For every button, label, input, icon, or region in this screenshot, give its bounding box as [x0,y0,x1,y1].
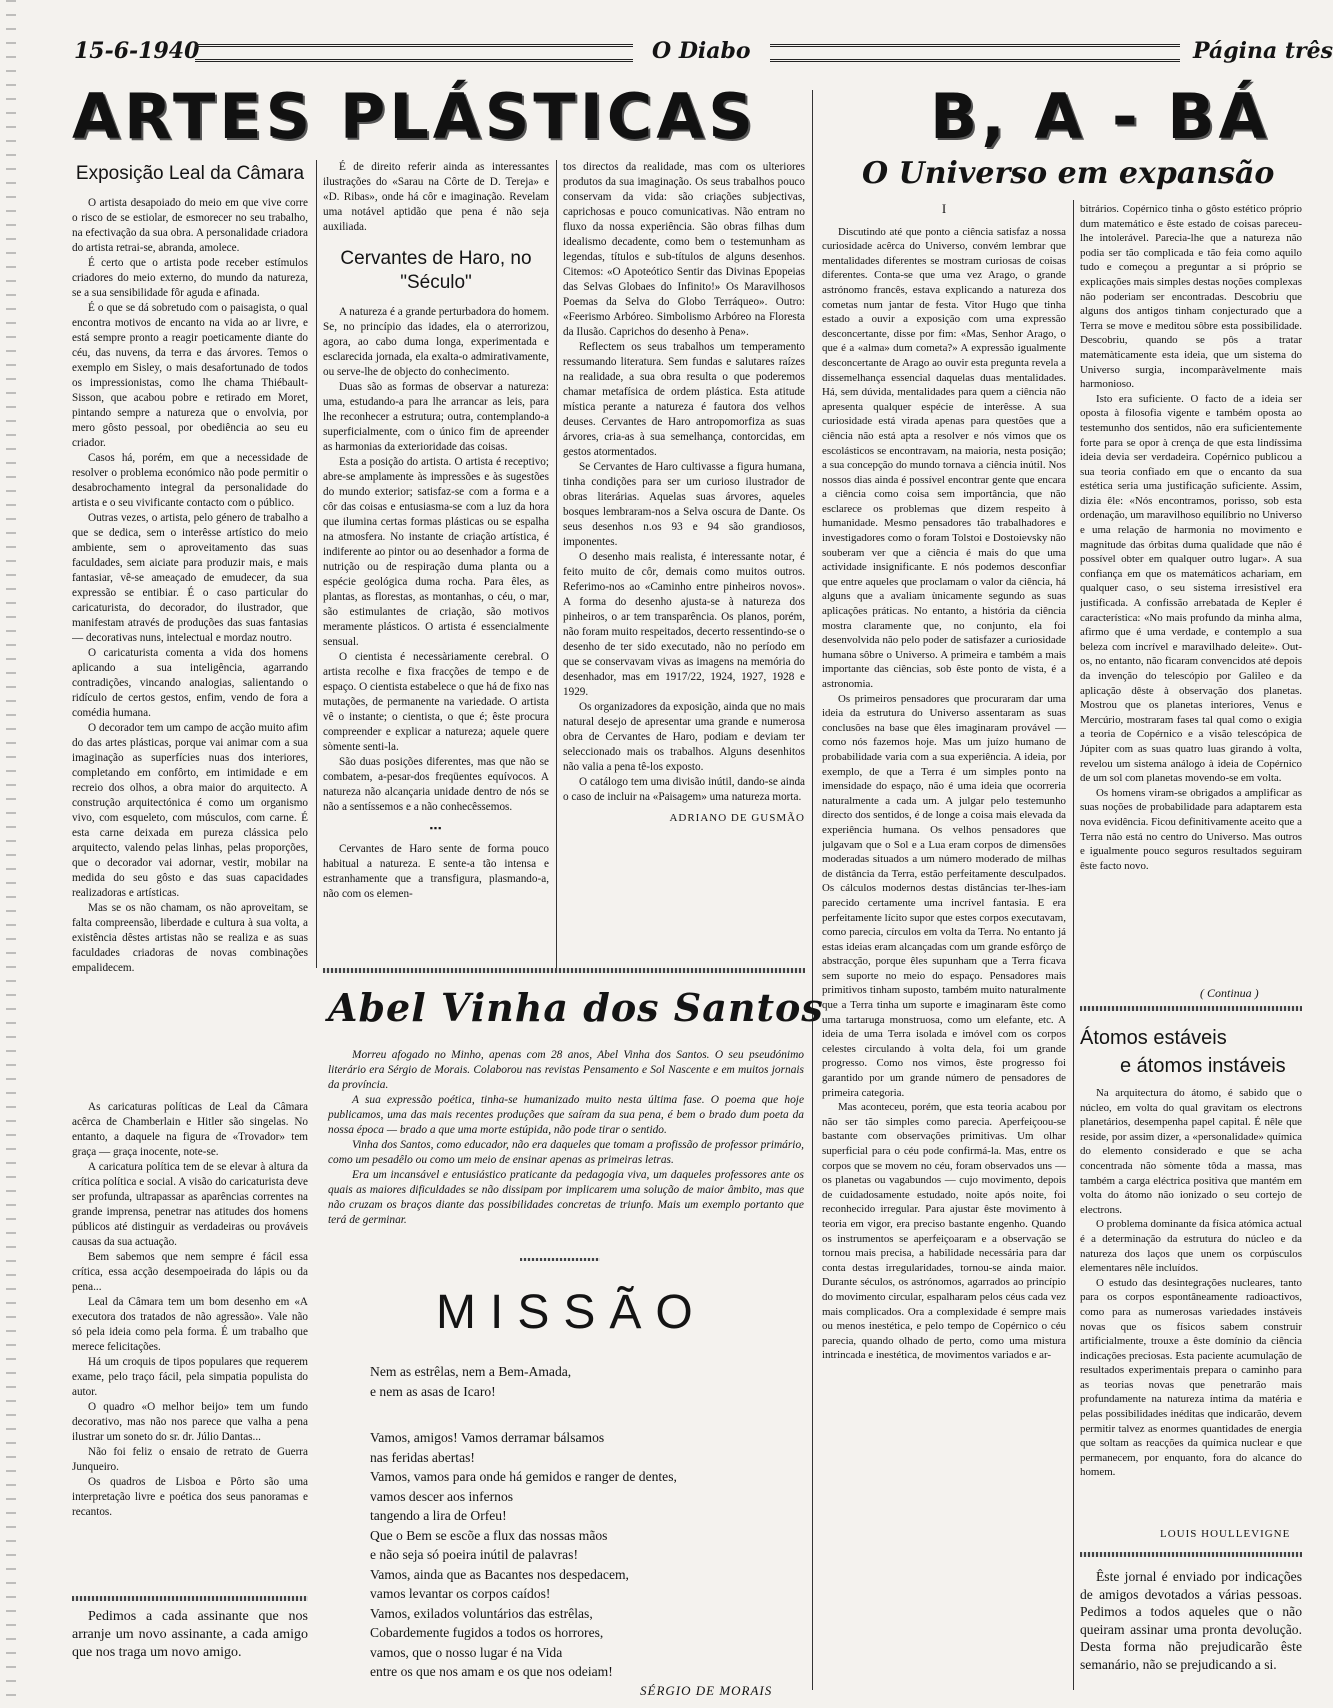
paragraph: O quadro «O melhor beijo» tem um fundo decorativo, mas não nos parece que valha a pena ilustrar um soneto do sr. dr. Júlio Dantas... [72,1401,308,1443]
paragraph: bitrários. Copérnico tinha o gôsto estético próprio dum matemático e êste estado de coisas pareceu-lhe intolerável. Parecia-lhe que a natureza não podia ser tão complicada e tão feia como aquilo tudo e começou a preguntar a si próprio se explicações mais simples destas noções complexas não poderiam ser encontradas. Descobriu que alguns dos antigos tinham conjecturado que a Terra se move e meditou sôbre esta possibilidade. Descobriu, quando se pôs a tratar matemàticamente esta ideia, que um sistema do Universo surgia, incomparàvelmente mais harmonioso. [1080,203,1302,391]
paragraph: Os primeiros pensadores que procuraram dar uma ideia da estrutura do Universo assentaram as suas conclusões na base que êles imaginaram provável — como nós fazemos hoje. Mas um juízo humano de probabilidade varia com a sua experiência. A ideia, por exemplo, de que a Terra é um simples ponto na imensidade do espaço, não é uma ideia que ocorreria naturalmente a cada um. A julgar pelo testemunho directo dos sentidos, é de longe a coisa mais elevada da experiência humana. Os velhos pensadores que julgavam que o Sol e a Lua eram corpos de dimensões moderadas situados a um número moderado de milhas de distância da Terra, estão perfeitamente desculpados. Os cálculos modernos destas distâncias ter-lhes-iam parecido certamente uma incrível fantasia. E era perfeitamente lícito supor que estes corpos executavam, como parecia, círculos em volta da Terra. No entanto já estas ideias eram alcançadas com um grande esfôrço de abstracção, porque êles supunham que a Terra ficava sem suporte no meio do espaço. Pensadores mais primitivos tinham suposto, também muito naturalmente que a Terra tinha um suporte e imaginaram êste como uma tartaruga monstruosa, como um elefante, etc. A ideia de uma Terra isolada e imóvel com os corpos celestes circulando à volta dela, foi um grande progresso. Como nos vimos, êste progresso foi garantido por um grande número de pensadores de primeira categoria. [822,692,1066,1099]
paragraph: O artista desapoiado do meio em que vive corre o risco de se estiolar, de esmorecer no seu trabalho, na efectivação da sua obra. A personalidade criadora do artista retrai-se, abranda, amolece. [72,197,308,254]
separator-band [1080,1006,1302,1011]
paragraph: Há um croquis de tipos populares que requerem exame, pelo traço fácil, pela simpatia populista do autor. [72,1356,308,1398]
divider [1073,200,1074,1690]
header-rule-right [770,44,1180,62]
separator-band [72,1596,308,1601]
notice-text: Pedimos a cada assinante que nos arranje um novo assinante, a cada amigo que nos traga um novo amigo. [72,1609,308,1660]
divider [556,160,557,968]
paragraph: É certo que o artista pode receber estímulos criadores do meio externo, do mundo da natureza, se a sua sensibilidade fôr aguda e afinada. [72,257,308,299]
paragraph: As caricaturas políticas de Leal da Câmara acêrca de Chamberlain e Hitler são singelas. No entanto, a daquele na figura de «Trovador» tem graça — graça inocente, note-se. [72,1101,308,1158]
paragraph: O estudo das desintegrações nucleares, tanto para os corpos espontâneamente radioactivos, como para as numerosas variedades instáveis novas que os físicos sabem construir artificialmente, trouxe a êste domínio da ciência indicações preciosas. Esta paciente acumulação de resultados experimentais prepara o caminho para as teorias novas que penetrarão mais profundamente na natureza íntima da matéria e pelas possibilidades inéditas que indicarão, devem permitir talvez as enormes quantidades de energia que soltam as reacções da química nuclear e que permanecem, por enquanto, fora do alcance do homem. [1080,1276,1302,1479]
paragraph: A caricatura política tem de se elevar à altura da crítica política e social. A visão do caricaturista deve ser profunda, ultrapassar as aparências correntes na grande imprensa, penetrar nas atitudes dos homens públicos até distinguir as verdadeiras ou prováveis causas da sua actuação. [72,1161,308,1248]
poem-line: vamos descer aos infernos [370,1488,514,1504]
paragraph: Leal da Câmara tem um bom desenho em «A executora dos tratados de não agressão». Vale não só pela ideia como pela forma. É um trabalho que merece felicitações. [72,1296,308,1353]
paragraph: Duas são as formas de observar a natureza: uma, estudando-a para lhe arrancar as leis, para lhe reconhecer a estrutura; outra, contemplando-a superficialmente, com o único fim de apreender as harmonias da exterioridade das coisas. [323,381,549,453]
missao-author: SÉRGIO DE MORAIS [640,1683,773,1698]
paragraph: Não foi feliz o ensaio de retrato de Guerra Junqueiro. [72,1446,308,1473]
paragraph: A natureza é a grande perturbadora do homem. Se, no princípio das idades, ela o aterrorizou, agora, ao cabo duma longa, experimentada e esclarecida jornada, ela exalta-o admirativamente, ou serve-lhe de objecto do conhecimento. [323,306,549,378]
paragraph: Isto era suficiente. O facto de a ideia ser oposta à filosofia vigente e também oposta ao testemunho dos sentidos, não era suficientemente forte para se opor à crença de que esta lindíssima ideia devia ser verdadeira. Copérnico publicou a sua teoria confiado em que o encanto da sua estética seria uma justificação suficiente. Assim, dizia êle: «Nós encontramos, porisso, sob esta ordenação, um maravilhoso equilíbrio no Universo e uma relação de harmonia no movimento e magnitude das órbitas duma qualidade que não é possível obter em qualquer outro lugar». A sua confiança em que os matemáticos achariam, em qualquer caso, o seu sistema irresistível era justificada. A confissão arrebatada de Kepler é característica: «No mais profundo da minha alma, afirmo que é uma verdade, e contemplo a sua beleza com incrível e maravilhado deleite». Out-os, no entanto, não ficaram convencidos até depois da invenção do telescópio por Galileo e da aplicação dêste à observação dos planetas. Mostrou que os planetas interiores, Venus e Mercúrio, mostraram fases tal qual como o exigia a teoria de Copérnico e a visão telescópica de Júpiter com as suas quatro luas girando à volta, revelou um sistema análogo à ideia de Copérnico de um sol com planetas movendo-se em volta. [1080,392,1302,785]
abel-title: Abel Vinha dos Santos [328,985,824,1030]
paragraph: Bem sabemos que nem sempre é fácil essa crítica, essa acção desempoeirada do lápis ou da pena... [72,1251,308,1293]
paragraph: Cervantes de Haro sente de forma pouco habitual a natureza. E sente-a tão intensa e estranhamente que a transfigura, plasmando-a, não com os elemen- [323,843,549,900]
divider [316,160,317,968]
atomos-title [1080,1024,1302,1080]
paragraph: Mas aconteceu, porém, que esta teoria acabou por não ser tão simples como parecia. Aperfeiçoou-se bastante com observações primitivas. Um olhar superficial para o céu pode confirmá-la. Mas, entre os corpos que se movem no céu, foram observados uns — os planetas ou vagabundos — cujo movimento, depois de cuidadosamente estudado, noite após noite, foi reconhecido irregular. Para ajustar êste movimento à teoria em vigor, era preciso bastante engenho. Quando os instrumentos se aperfeiçoaram e a observação se tornou mais precisa, a habilidade necessária para dar conta destas irregularidades, tornou-se ainda maior. Durante séculos, os astrónomos, agarrados ao princípio do movimento circular, espalharam pelos céus cada vez mais complicados. Ora a complexidade é sempre mais ou menos inestética, e pelo tempo de Copérnico o céu parecia, quando olhado de perto, como uma mistura intrincada e inestética, de movimentos variados e ar- [822,1101,1066,1362]
baba-subtitle: O Universo em expansão [862,156,1275,191]
paragraph: É o que se dá sobretudo com o paisagista, o qual encontra motivos de encanto na vida ao ar livre, e está sempre pronto a reagir poeticamente diante do céu, das nuvens, da terra e das árvores. Temos o exemplo em Sisley, o mais desafortunado de todos os impressionistas, como lhe chama Thiébault-Sisson, que acabou pobre e retirado em Moret, pintando sempre a natureza que o envolvia, por mero gôsto pessoal, por obediência ao seu eu criador. [72,302,308,449]
missao-title: MISSÃO [436,1286,707,1339]
paragraph: Os quadros de Lisboa e Pôrto são uma interpretação livre e poética dos seus panoramas e recantos. [72,1476,308,1518]
missao-stanza-2 [370,1428,677,1682]
subscriber-notice [72,1608,308,1700]
paragraph: Os homens viram-se obrigados a amplificar as suas noções de probabilidade para adaptarem esta nova evidência. Ficou definitivamente aceito que a Terra não está no centro do Universo. Mas outros e igualmente pouco seguros resultados seguiram êste facto novo. [1080,786,1302,872]
poem-line: entre os que nos amam e os que nos odeiam! [370,1664,613,1679]
artes-headline: ARTES PLÁSTICAS [72,80,757,153]
poem-line: vamos, que o nosso lugar é na Vida [370,1644,563,1660]
paragraph: São duas posições diferentes, mas que não se combatem, a-pesar-dos freqüentes equívocos. A natureza não alcançaria unidade dentro de nós se não a sentíssemos e a não conhecêssemos. [323,756,549,813]
paragraph: O catálogo tem uma divisão inútil, dando-se ainda o caso de incluir na «Paisagem» uma natureza morta. [563,776,805,803]
separator-band [1080,1552,1302,1557]
baba-column-1 [822,202,1066,1700]
section-numeral: I [941,202,947,216]
paragraph: Reflectem os seus trabalhos um temperamento ressumando literatura. Sem fundas e salutares raízes na realidade, a sua obra resulta o que poderemos chamar metafísica de ordem plástica. Esta atitude mística perante a natureza é fautora dos velhos deuses. Cervantes de Haro antropomorfiza as suas árvores, cria-as à sua semelhança, contorcidas, em gestos atormentados. [563,341,805,458]
artes-column-3 [563,160,805,970]
paragraph: Mas se os não chamam, os não aproveitam, se falta compreensão, liberdade e cultura à sua volta, a existência dêstes artistas não se realiza e as suas faculdades criadoras de novas combinações empalidecem. [72,902,308,974]
return-notice [1080,1568,1302,1700]
page-number: Página três [1193,38,1333,64]
paragraph: O decorador tem um campo de acção muito afim do das artes plásticas, porque vai animar com a sua imaginação as superfícies nuas dos interiores, completando em confôrto, em intimidade e em recreio dos olhos, a obra maior do arquitecto. A construção arquitectónica é como um organismo vivo, com esqueleto, com músculos, com carne. É esta carne deixada em pureza clássica pelo arquitecto, valendo pelas linhas, pelas proporções, que o decorador vai adornar, vestir, mobilar na medida do seu gôsto e das suas capacidades realizadoras e artísticas. [72,722,308,899]
poem-line: e nem as asas de Icaro! [370,1383,496,1399]
poem-line: vamos levantar os corpos caídos! [370,1586,551,1601]
paragraph: A sua expressão poética, tinha-se humanizado muito nesta última fase. O poema que hoje publicamos, uma das mais recentes produções que saíram da sua pena, é bem o brado dum poeta da nossa época — brado a que uma morte estúpida, não pode tirar o sentido. [328,1094,804,1136]
ornament: ▪▪▪ [429,823,443,833]
poem-line: e não seja só poeira inútil de palavras! [370,1547,578,1562]
poem-line: Vamos, exilados voluntários das estrêlas, [370,1605,593,1621]
separator-band [323,968,805,973]
poem-line: Vamos, amigos! Vamos derramar bálsamos [370,1430,605,1445]
paragraph: O cientista é necessàriamente cerebral. O artista recolhe e fixa fracções de tempo e de espaço. O cientista estabelece o que há de fixo nas mutações, de permanente na variedade. O artista vê o instante; o cientista, o que é; êste procura compreender e explicar a natureza; aquele quere sòmente senti-la. [323,651,549,753]
poem-line: Nem as estrêlas, nem a Bem-Amada, [370,1364,572,1379]
paragraph: Esta a posição do artista. O artista é receptivo; abre-se amplamente às impressões e às sugestões do mundo exterior; satisfaz-se com a forma e a côr das coisas e entusiasma-se com a luz da hora que ilumina certas formas plásticas ou se espalha na atmosfera. No instante de criação artística, é indiferente ao pintor ou ao desenhador a forma de nutrição ou de respiração duma planta ou a espécie geológica duma rocha. Para êles, as plantas, as florestas, as montanhas, o céu, o mar, são estimulantes de criação, são motivos meramente plásticos. O artista é essencialmente sensual. [323,456,549,648]
cervantes-title: Cervantes de Haro, no "Século" [340,248,532,293]
missao-stanza-1 [370,1362,571,1401]
paragraph: Vinha dos Santos, como educador, não era daqueles que tomam a profissão de professor primário, como um pesadêlo ou como um meio de ensinar apenas as primeiras letras. [328,1139,804,1166]
paragraph: Casos há, porém, em que a necessidade de resolver o problema económico não pode permitir o desabrochamento integral da personalidade do artista e o seu vivificante contacto com o público. [72,452,308,509]
poem-line: Que o Bem se escõe a flux das nossas mãos [370,1527,608,1543]
baba-headline: B, A - BÁ [930,80,1271,153]
atomos-author: LOUIS HOULLEVIGNE [1160,1528,1291,1540]
poem-line: Vamos, vamos para onde há gemidos e ranger de dentes, [370,1469,677,1484]
author-signature: ADRIANO DE GUSMÃO [669,812,805,824]
paragraph: O problema dominante da física atómica actual é a determinação da estrutura do núcleo e da natureza dos laços que unem os corpúsculos elementares nêle incluídos. [1080,1218,1302,1275]
paragraph: Os organizadores da exposição, ainda que no mais natural desejo de apresentar uma grande e numerosa obra de Cervantes de Haro, podiam e deviam ter seleccionado mais os trabalhos. Alguns desenhitos não valia a pena tê-los exposto. [563,701,805,773]
paragraph: O caricaturista comenta a vida dos homens aplicando a sua inteligência, agarrando contradições, vincando analogias, salientando o ridículo de certos gestos, enfim, vendo de fora a comédia humana. [72,647,308,719]
notice-text: Êste jornal é enviado por indicações de amigos devotados a várias pessoas. Pedimos a todos aqueles que o não queiram assinar uma pronta devolução. Desta forma não prejudicarão êste semanário, não se prejudicando a si. [1080,1569,1302,1672]
paragraph: É de direito referir ainda as interessantes ilustrações do «Sarau na Côrte de D. Tereja» e «D. Ribas», onde há côr e imaginação. Revelam uma notável aptidão que pena é não seja auxiliada. [323,161,549,233]
atomos-title-line-2: e átomos instáveis [1120,1055,1286,1077]
paragraph: tos directos da realidade, mas com os ulteriores produtos da sua imaginação. Os seus trabalhos pouco conservam da vida: são criações subjectivas, caprichosas e pouco comunicativas. Não entram no fluxo da nossa experiência. São obras filhas dum idealismo decadente, como bem o testemunham as legendas, títulos e sub-títulos de alguns desenhos. Citemos: «O Apoteótico Sentir das Divinas Epopeias das Selvas Globaes do Infinito!» Os Maravilhosos Poemas da Selva do Globo Terráqueo». Outro: «Feerismo Arbóreo. Simbolismo Arbóreo na Floresta da Ilusão. Caprichos do desenho à Pena». [563,161,805,338]
continua-label: ( Continua ) [1200,986,1259,1000]
atomos-body [1080,1086,1302,1526]
page-edge-marks [6,0,16,1708]
paragraph: Outras vezes, o artista, pelo género de trabalho a que se dedica, sem o interêsse artístico do meio ambiente, sem o aproveitamento das suas faculdades, sem aiciate para produzir mais, e mais fantasiar, vê-se ameaçado de emudecer, da sua expressão se entibiar. É o caso particular do caricaturista, do decorador, do ilustrador, que manifestam através de produções das suas fantasias — decorativas nuns, intelectual e mordaz noutro. [72,512,308,644]
paragraph: Se Cervantes de Haro cultivasse a figura humana, tinha condições para ser um curioso ilustrador de obras literárias. Aquelas suas árvores, aqueles bosques lembraram-nos a Selva oscura de Dante. Os seus desenhos n.os 93 e 94 são grandiosos, imponentes. [563,461,805,548]
paragraph: Na arquitectura do átomo, é sabido que o núcleo, em volta do qual gravitam os electrons planetários, desempenha papel capital. É nêle que reside, por assim dizer, a «personalidade» química do elemento considerado e que se acha concentrada não sòmente tôda a massa, mas também a carga eléctrica positiva que mantém em volta do átomo não ionizado o seu cortejo de electrons. [1080,1087,1302,1216]
ornament-rule [520,1258,600,1261]
paragraph: Era um incansável e entusiástico praticante da pedagogia viva, um daqueles professores ante os quais as maiores dificuldades se não dissipam por implicarem uma solução de maior âmbito, mas que não cruzam os braços diante das possibilidades concretas de triunfo. Mais um exemplo portanto que terá de germinar. [328,1169,804,1226]
issue-date: 15-6-1940 [74,38,200,64]
paragraph: O desenho mais realista, é interessante notar, é feito muito de côr, demais como muitos outros. Referimo-nos ao «Caminho entre pinheiros novos». A forma do desenho ajusta-se à natureza dos pinheiros, o ar tem transparência. Os planos, porém, não foram muito respeitados, decerto ressentindo-se o desenho de ter sido executado, não no período em que se conservavam vivas as imagens na memória do desenhador, mas em 1917/22, 1924, 1927, 1928 e 1929. [563,551,805,698]
artes-column-2 [323,160,549,970]
divider [812,90,813,1690]
baba-column-2 [1080,202,1302,1002]
artes-column-1 [72,160,308,1082]
exposicao-title: Exposição Leal da Câmara [75,163,305,184]
poem-line: tangendo a lira de Orfeu! [370,1508,507,1523]
artes-column-1b [72,1100,308,1560]
abel-intro [328,1048,804,1228]
poem-line: Cobardemente fugidos a todos os horrores, [370,1625,604,1640]
paragraph: Morreu afogado no Minho, apenas com 28 anos, Abel Vinha dos Santos. O seu pseudónimo literário era Sérgio de Morais. Colaborou nas revistas Pensamento e Sol Nascente e em muitos jornais da província. [328,1049,804,1091]
newspaper-title: O Diabo [652,38,751,64]
atomos-title-line-1: Átomos estáveis [1080,1027,1227,1049]
poem-line: Vamos, ainda que as Bacantes nos despedacem, [370,1566,629,1582]
poem-line: nas feridas abertas! [370,1449,475,1465]
header-rule-left [195,44,633,62]
paragraph: Discutindo até que ponto a ciência satisfaz a nossa curiosidade acêrca do Universo, convém lembrar que mentalidades diferentes se mostram curiosas de coisas diferentes. Conta-se que uma vez Arago, o grande astrónomo francês, estava explicando a natureza dos cometas num jantar de festa. Vitor Hugo que tinha estado a ouvir a exposição com uma expressão desconcertante, disse por fim: «Mas, Senhor Arago, o que é a «alma» dum cometa?» A expressão igualmente desconcertante de Arago ao ouvir esta pregunta revela a dissemelhança essencial daquelas duas mentalidades. Há, sem dúvida, mentalidades para quem a ciência não apresenta qualquer espécie de interêsse. A sua curiosidade está virada apenas para questões que a ciência não está apta a resolver e nós vimos que os escolásticos se encontravam, na maioria, nesta posição; a sua concepção do mundo tornava a ciência inútil. Nos nossos dias ainda é possível encontrar gente que encara a ciência como coisa sem importância, que não esclarece os problemas que dizem respeito à humanidade. Mesmo pensadores tão trabalhadores e investigadores como o foram Tolstoi e Dostoievsky não souberam ver que a ciência é mais do que uma actividade insignificante. E nós podemos desconfiar que entre aqueles que proclamam o valor da ciência, há alguns que a avaliam ùnicamente segundo as suas aplicações práticas. No entanto, a história da ciência mostra claramente que, no conjunto, ela foi desenvolvida não pelo poder de satisfazer a curiosidade humana sôbre o Universo. A primeira e também a mais importante das ciências, sob êste ponto de vista, é a astronomia. [822,225,1066,690]
